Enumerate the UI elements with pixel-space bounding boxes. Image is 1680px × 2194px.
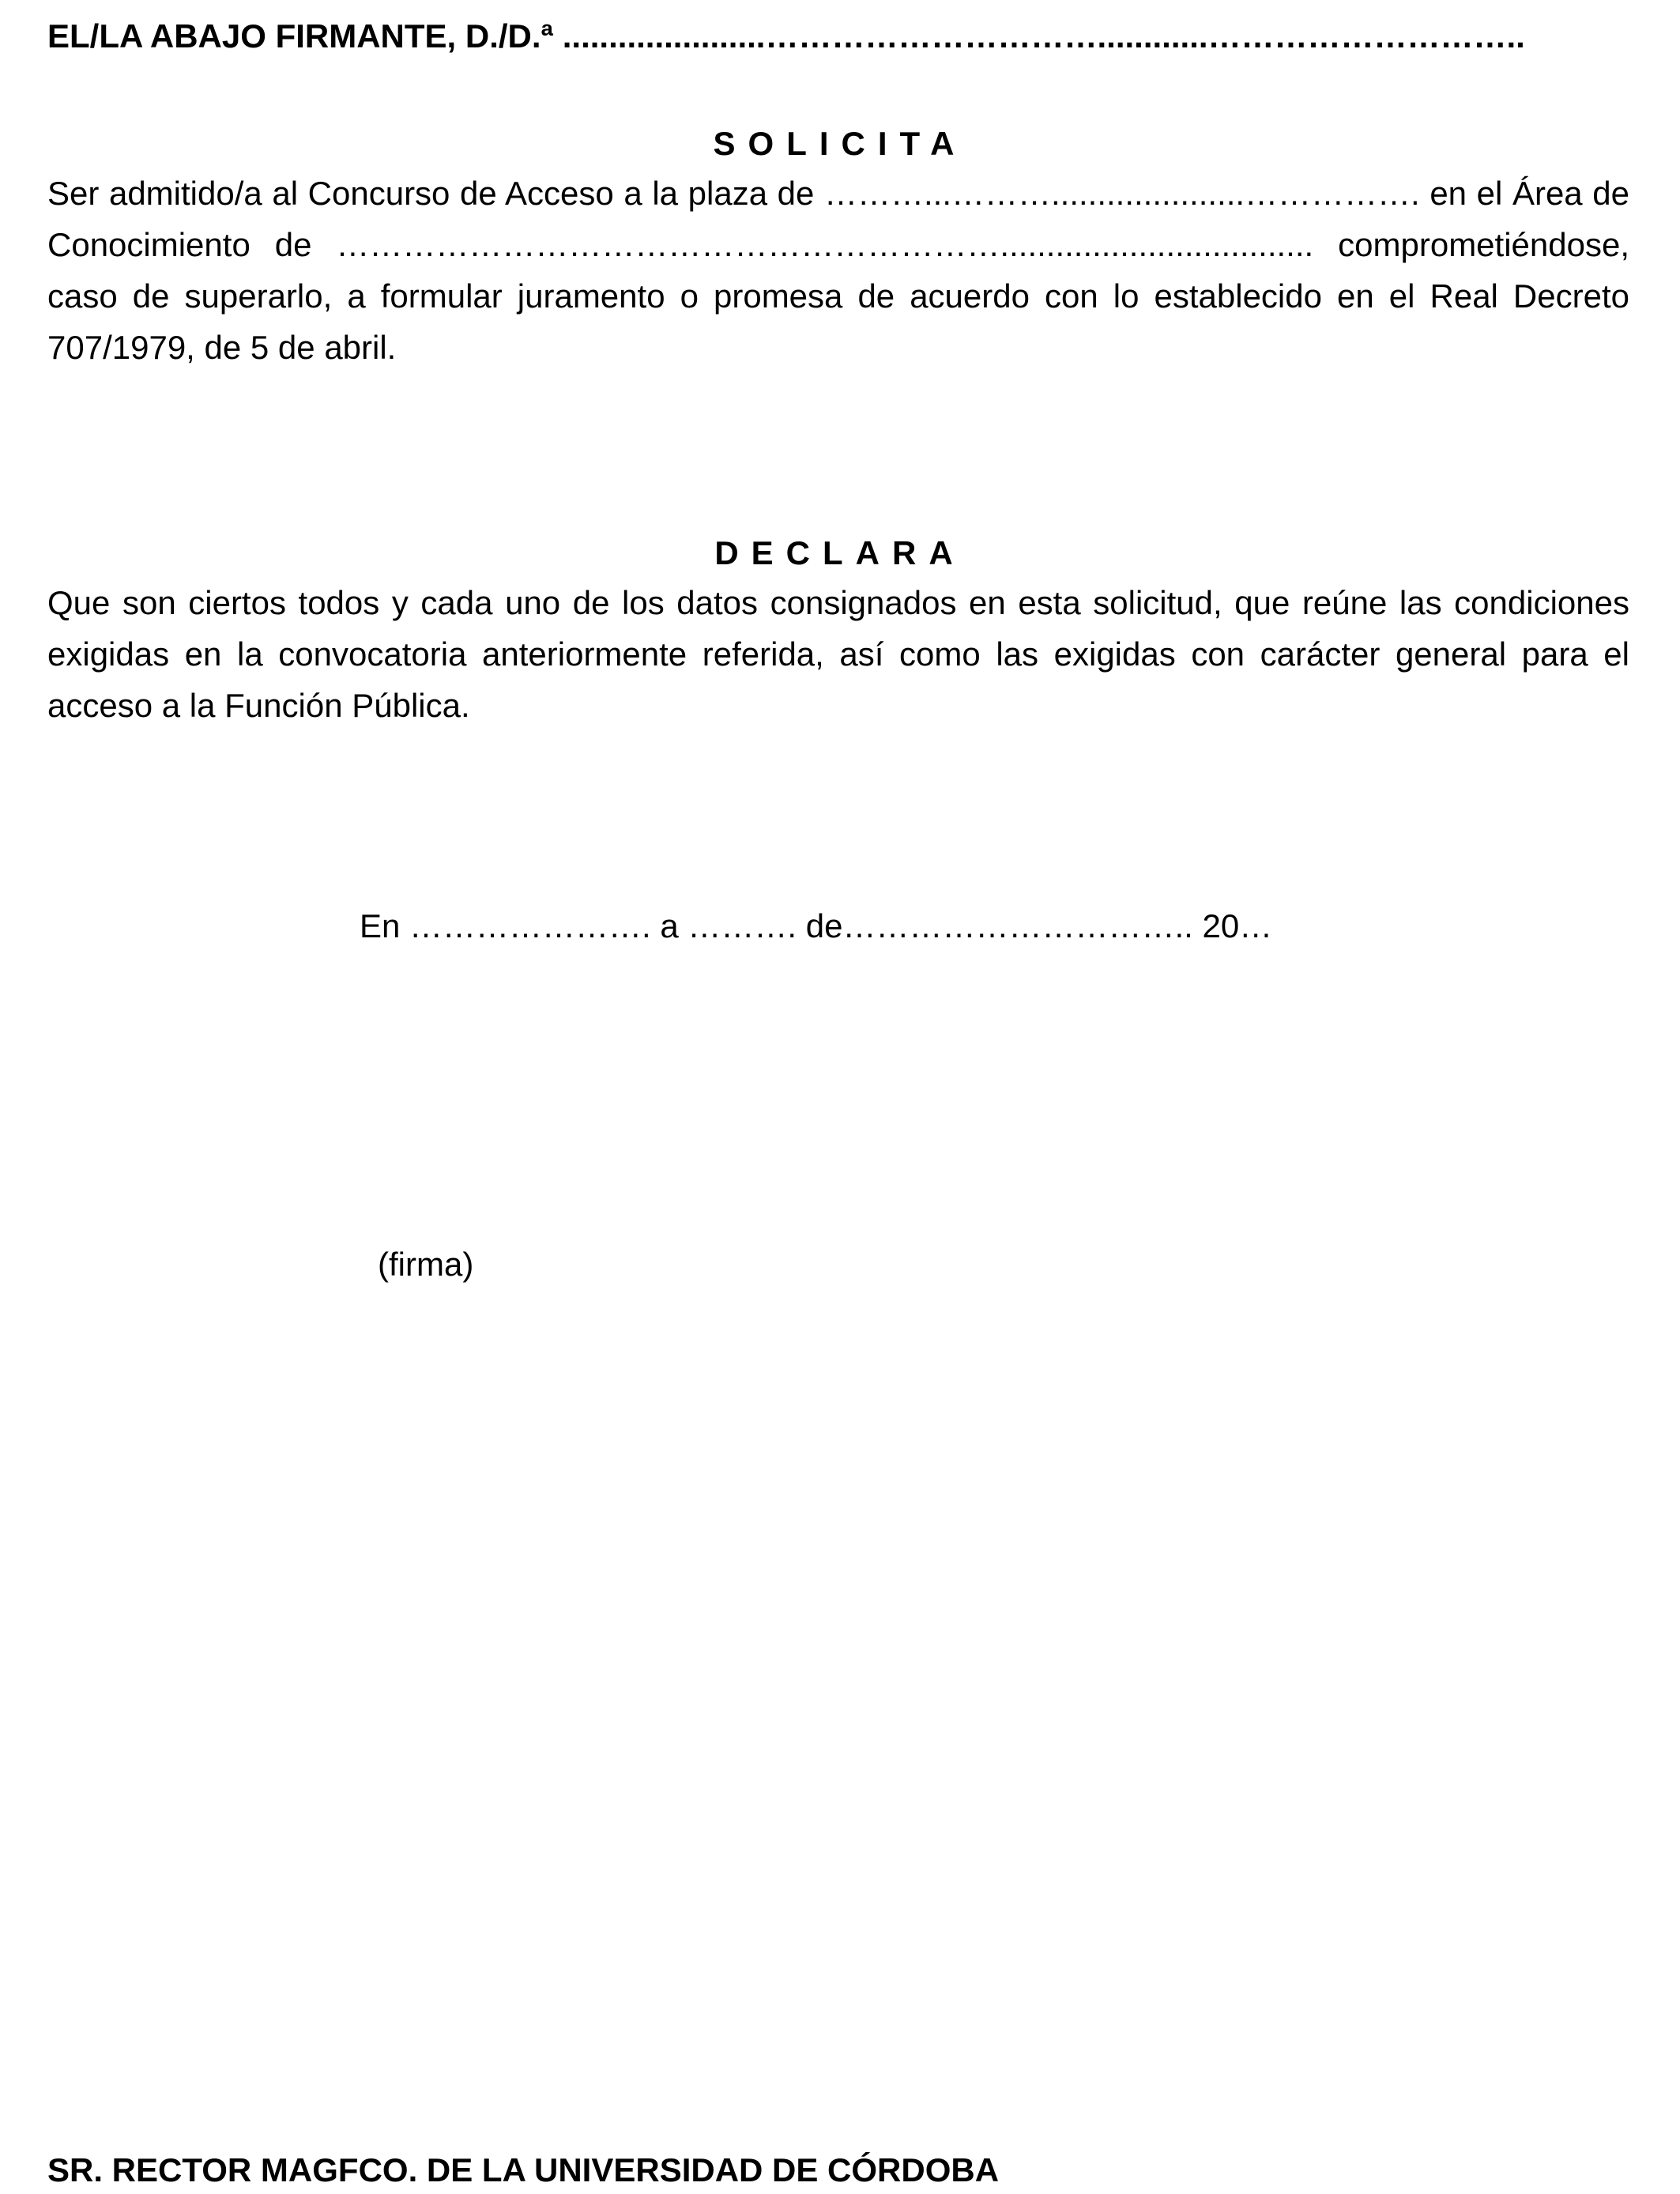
solicita-body: Ser admitido/a al Concurso de Acceso a la plaza de ………...……….....................……………. en el Área de Conocimiento de …………………………………………………….................................. comprometiéndose, caso de superarlo, a formular juramento o promesa de acuerdo con lo establecido en el Real Decreto 707/1979, de 5 de abril.: [47, 175, 1629, 366]
declara-body: Que son ciertos todos y cada uno de los datos consignados en esta solicitud, que reúne las condiciones exigidas en la convocatoria anteriormente referida, así como las exigidas con carácter general para el acceso a la Función Pública.: [47, 584, 1629, 724]
solicita-heading: SOLICITA: [713, 125, 967, 162]
signatory-line: EL/LA ABAJO FIRMANTE, D./D.ª ......................…………………………............………………………..: [47, 17, 1525, 55]
declara-heading: DECLARA: [714, 534, 966, 571]
addressee-line: SR. RECTOR MAGFCO. DE LA UNIVERSIDAD DE CÓRDOBA: [47, 2151, 1000, 2188]
signature-label: (firma): [378, 1246, 474, 1283]
place-date-line: En …………………. a ………. de………………………….. 20…: [360, 907, 1273, 944]
